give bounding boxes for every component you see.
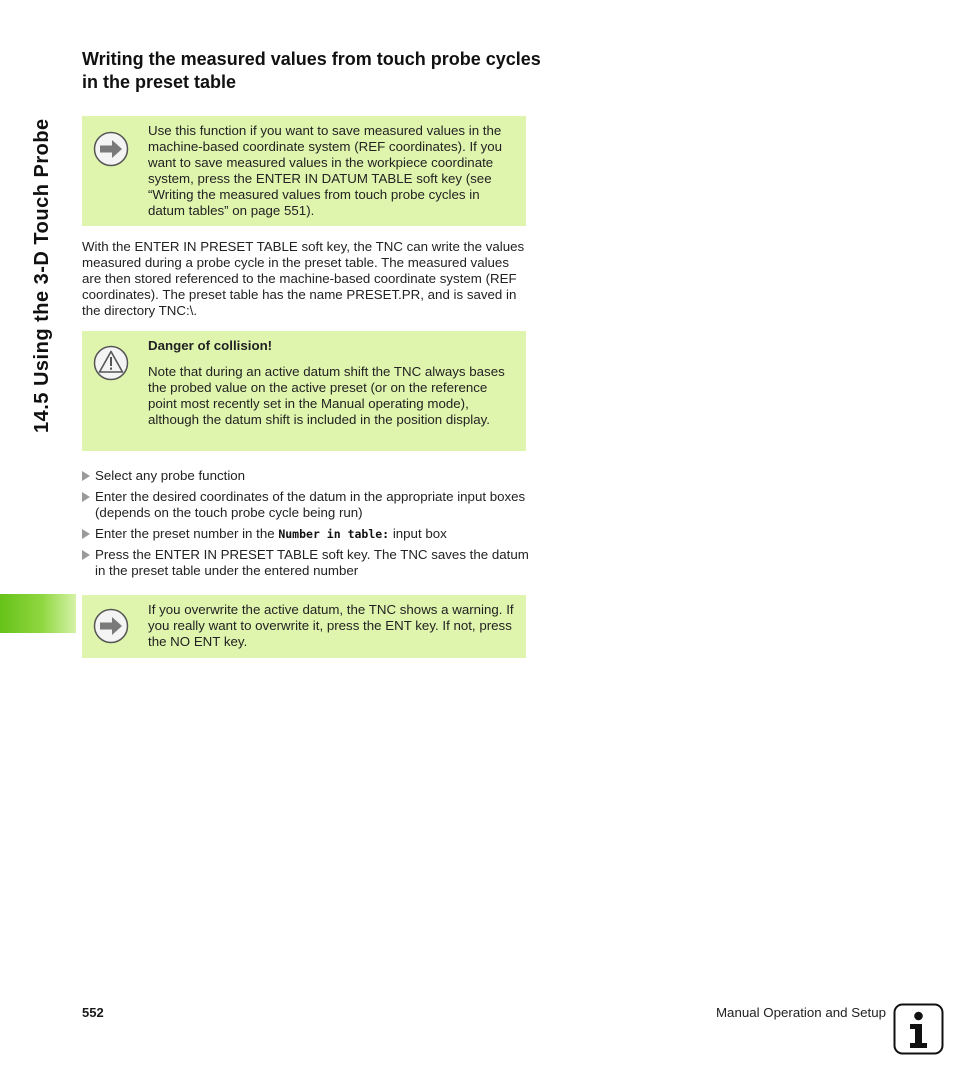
step-list xyxy=(82,468,530,584)
step-text: Select any probe function xyxy=(95,468,246,483)
right-arrow-icon xyxy=(92,607,130,645)
list-item xyxy=(82,468,530,484)
input-box-name: Number in table: xyxy=(278,527,390,541)
step-text: Press the ENTER IN PRESET TABLE soft key. The TNC saves the datum in the preset table under the entered number xyxy=(95,547,529,578)
bullet-arrow-icon xyxy=(82,550,90,560)
warning-triangle-icon xyxy=(92,344,130,382)
bullet-arrow-icon xyxy=(82,471,90,481)
page-number: 552 xyxy=(82,1005,104,1020)
list-item xyxy=(82,489,530,521)
info-note-text: Use this function if you want to save measured values in the machine-based coordinate system (REF coordinates). If you want to save measured values in the workpiece coordinate system, press the ENTER IN DATUM TABLE soft key (see “Writing the measured values from touch probe cycles in datum tables” on page 551). xyxy=(148,123,503,218)
info-note xyxy=(82,116,526,226)
footer-chapter-name: Manual Operation and Setup xyxy=(715,1005,886,1020)
chapter-tab-marker xyxy=(0,594,76,633)
warning-heading: Danger of collision! xyxy=(148,338,273,353)
chapter-side-title-text: 14.5 Using the 3-D Touch Probe xyxy=(31,118,53,433)
right-arrow-icon xyxy=(92,130,130,168)
step-text: Enter the desired coordinates of the datum in the appropriate input boxes (depends on the touch probe cycle being run) xyxy=(95,489,526,520)
warning-note xyxy=(82,331,526,451)
step-text: Enter the preset number in the xyxy=(95,526,275,541)
info-note-text: If you overwrite the active datum, the TNC shows a warning. If you really want to overwrite it, press the ENT key. If not, press the NO ENT key. xyxy=(148,602,514,649)
step-text: input box xyxy=(392,526,447,541)
body-paragraph: With the ENTER IN PRESET TABLE soft key, the TNC can write the values measured during a probe cycle in the preset table. The measured values are then stored referenced to the machine-based coordinate system (REF coordinates). The preset table has the name PRESET.PR, and is saved in the directory TNC:\. xyxy=(82,239,525,318)
list-item xyxy=(82,547,530,579)
list-item xyxy=(82,526,530,542)
chapter-side-title xyxy=(22,50,62,435)
section-heading: Writing the measured values from touch probe cycles in the preset table xyxy=(82,49,541,92)
warning-text: Note that during an active datum shift the TNC always bases the probed value on the active preset (or on the reference point most recently set in the Manual operating mode), although the datum shift is included in the position display. xyxy=(148,364,505,427)
bullet-arrow-icon xyxy=(82,529,90,539)
bullet-arrow-icon xyxy=(82,492,90,502)
info-note xyxy=(82,595,526,658)
info-icon xyxy=(893,1003,944,1055)
